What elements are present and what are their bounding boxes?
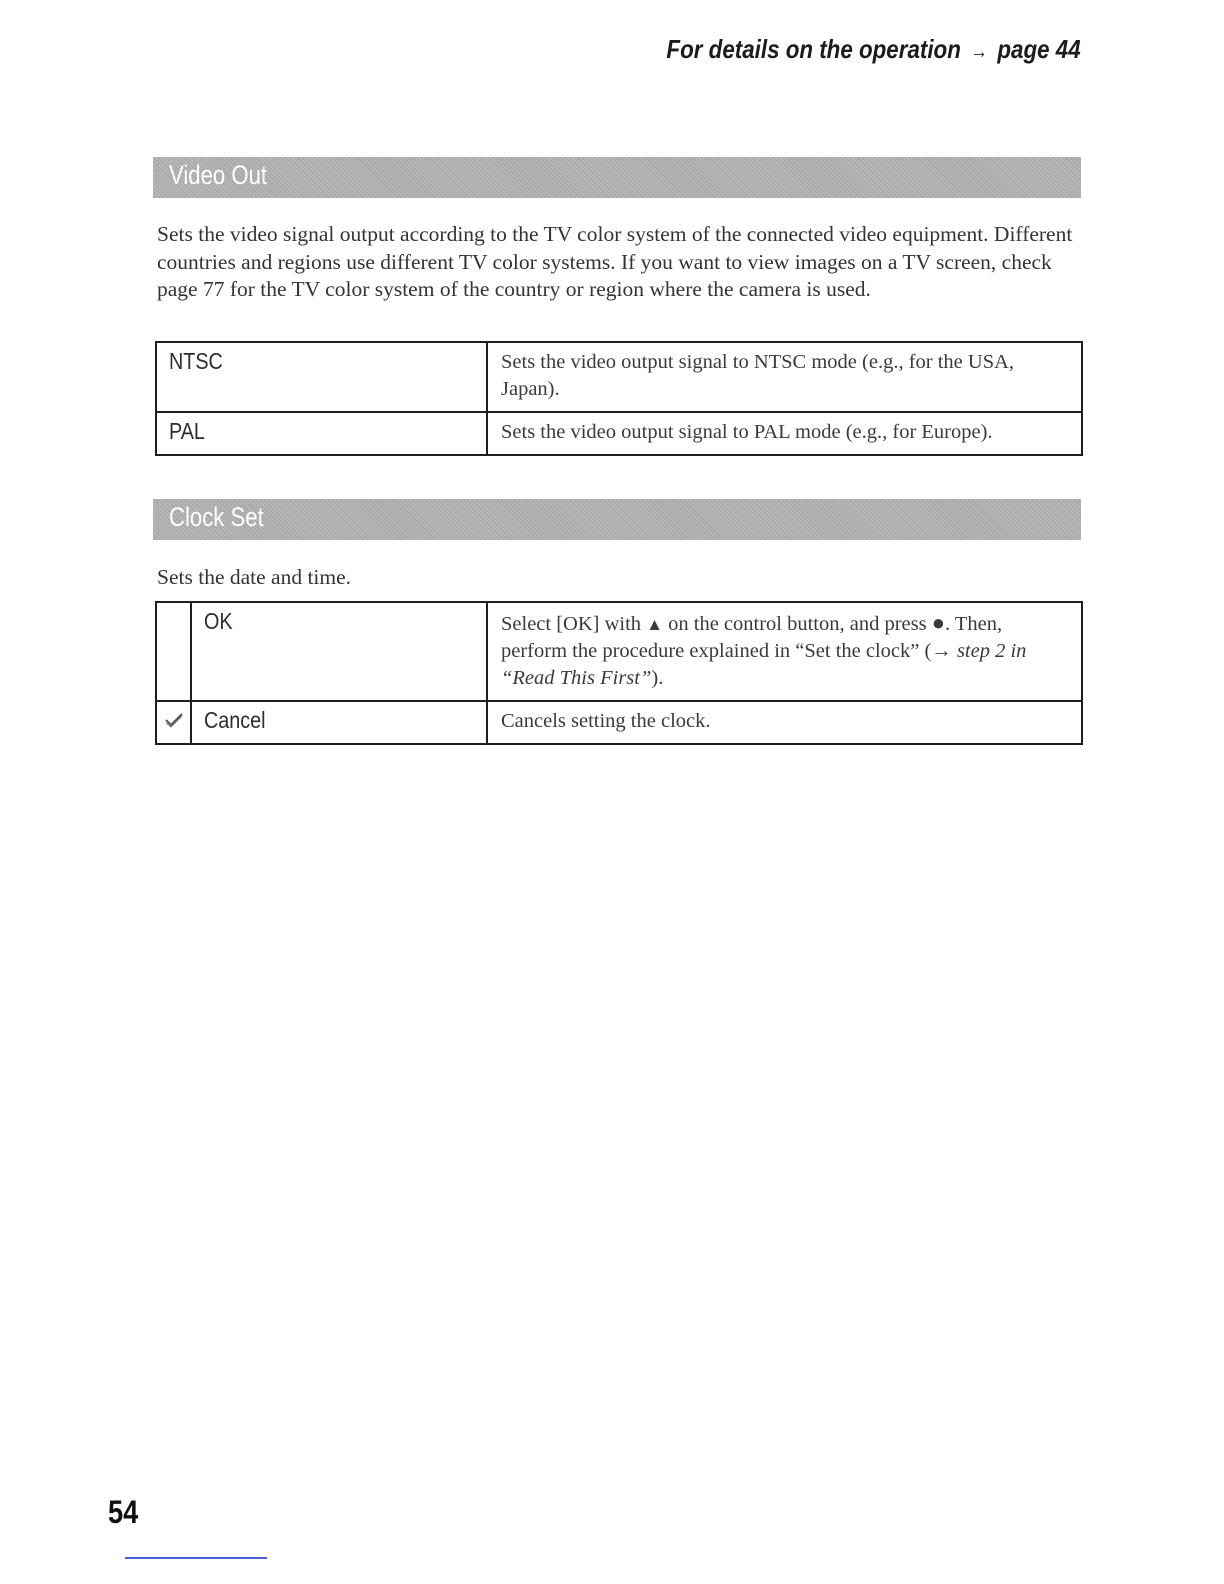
page-number: 54: [108, 1494, 139, 1530]
option-description: Sets the video output signal to NTSC mode (e.g., for the USA, Japan).: [487, 342, 1082, 412]
table-row: [156, 412, 1082, 455]
footer-rule: [125, 1557, 267, 1559]
option-description: Select [OK] with ▲ on the control button, and press ●. Then, perform the procedure explained in “Set the clock” (→ step 2 in “Read This First”).: [487, 602, 1082, 701]
table-row: [156, 701, 1082, 744]
checkmark-icon: [164, 712, 184, 733]
option-name-ntsc: NTSC: [156, 342, 487, 412]
section-header-clock-set: [153, 499, 1081, 540]
clock-set-description: Sets the date and time.: [157, 565, 352, 589]
option-description: Sets the video output signal to PAL mode (e.g., for Europe).: [487, 412, 1082, 455]
option-description: Cancels setting the clock.: [487, 701, 1082, 744]
arrow-right-icon: →: [970, 41, 989, 63]
video-out-options-table: [155, 341, 1083, 456]
clock-set-options-table: [155, 601, 1083, 745]
arrow-right-icon: →: [931, 640, 952, 662]
page-reference-page: page 44: [997, 34, 1081, 64]
page-reference-text: For details on the operation: [666, 34, 962, 64]
table-row: [156, 602, 1082, 701]
option-name-cancel: Cancel: [191, 701, 487, 744]
default-marker-cell: [156, 701, 191, 744]
up-triangle-icon: ▲: [646, 615, 663, 634]
option-name-ok: OK: [191, 602, 487, 701]
section-header-video-out: [153, 157, 1081, 198]
section-title: Video Out: [169, 160, 268, 190]
section-title: Clock Set: [169, 502, 264, 532]
default-marker-cell: [156, 602, 191, 701]
cross-reference: step 2 in “Read This First”: [501, 640, 1027, 689]
table-row: [156, 342, 1082, 412]
page-reference: [667, 34, 1081, 65]
center-button-icon: ●: [931, 610, 946, 635]
option-name-pal: PAL: [156, 412, 487, 455]
video-out-description: Sets the video signal output according to the TV color system of the connected video equipment. Different countries and regions use different TV color systems. If you want to view images on a TV screen, check page 77 for the TV color system of the country or region where the camera is used.: [157, 222, 1073, 301]
